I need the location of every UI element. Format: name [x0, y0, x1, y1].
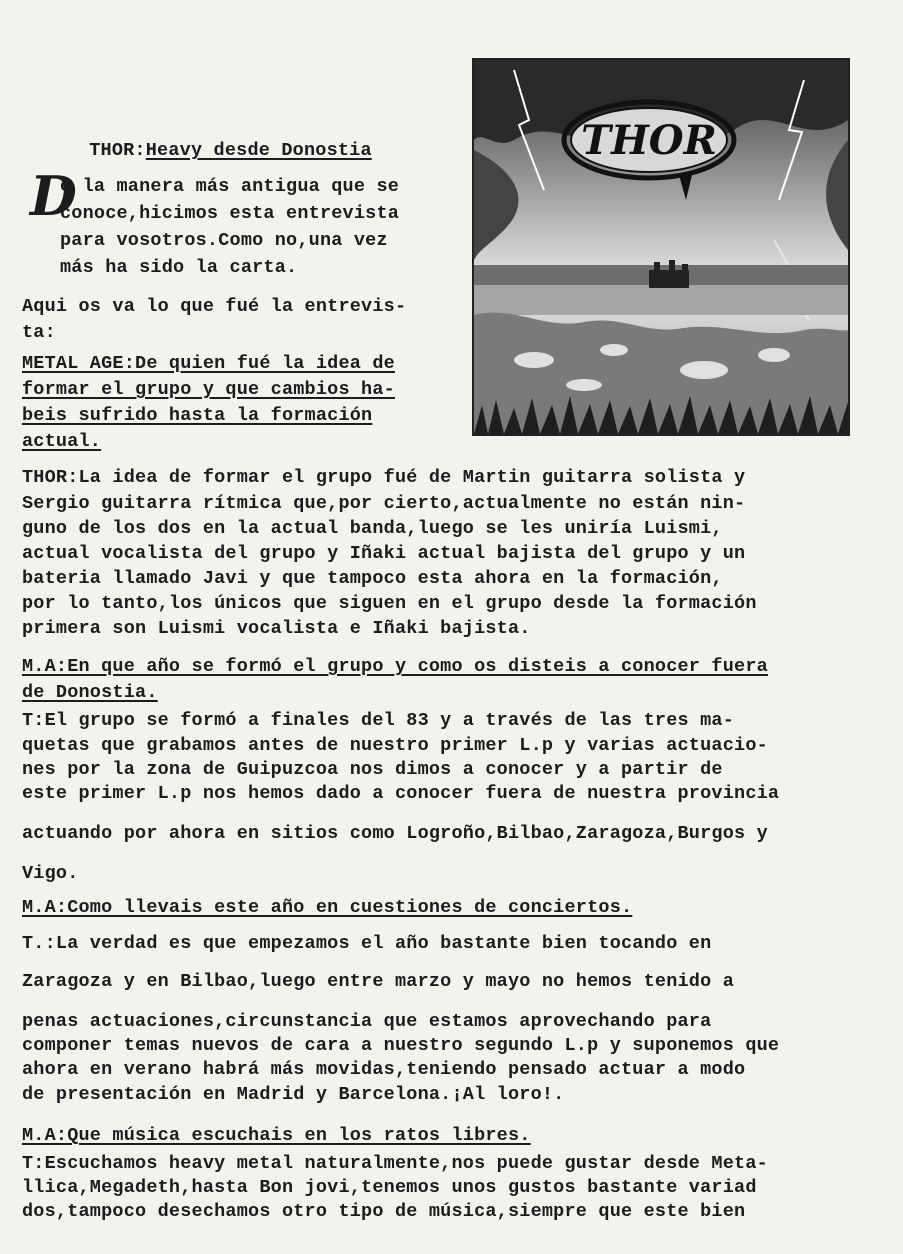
answer-line: THOR:La idea de formar el grupo fué de Martin guitarra solista y [22, 467, 746, 488]
article-title [44, 118, 372, 184]
answer-line: de presentación en Madrid y Barcelona.¡Al loro!. [22, 1084, 565, 1105]
question-line: M.A:Que música escuchais en los ratos libres. [22, 1125, 531, 1146]
intro-line: e la manera más antigua que se [60, 176, 400, 197]
answer-line: componer temas nuevos de cara a nuestro segundo L.p y suponemos que [22, 1035, 780, 1056]
article-title-text: Heavy desde Donostia [145, 140, 372, 161]
intro-drop-cap: D [30, 164, 77, 228]
answer-line: actual vocalista del grupo y Iñaki actual bajista del grupo y un [22, 543, 746, 564]
answer-line: ahora en verano habrá más movidas,teniendo pensado actuar a modo [22, 1059, 746, 1080]
answer-line: por lo tanto,los únicos que siguen en el grupo desde la formación [22, 593, 757, 614]
lead-line: ta: [22, 322, 56, 343]
intro-line: conoce,hicimos esta entrevista [60, 203, 400, 224]
answer-line: T.:La verdad es que empezamos el año bastante bien tocando en [22, 933, 712, 954]
question-line: METAL AGE:De quien fué la idea de [22, 353, 395, 374]
answer-line: llica,Megadeth,hasta Bon jovi,tenemos unos gustos bastante variad [22, 1177, 757, 1198]
answer-line: este primer L.p nos hemos dado a conocer fuera de nuestra provincia [22, 783, 780, 804]
question-line: M.A:En que año se formó el grupo y como os disteis a conocer fuera [22, 656, 768, 677]
answer-line: T:Escuchamos heavy metal naturalmente,nos puede gustar desde Meta- [22, 1153, 768, 1174]
answer-line: T:El grupo se formó a finales del 83 y a través de las tres ma- [22, 710, 735, 731]
intro-line: más ha sido la carta. [60, 257, 298, 278]
article-title-prefix: THOR: [89, 140, 146, 161]
answer-line: bateria llamado Javi y que tampoco esta ahora en la formación, [22, 568, 723, 589]
answer-line: Vigo. [22, 863, 79, 884]
question-line: beis sufrido hasta la formación [22, 405, 373, 426]
answer-line: nes por la zona de Guipuzcoa nos dimos a conocer y a partir de [22, 759, 723, 780]
album-cover-image [472, 58, 850, 436]
question-line: formar el grupo y que cambios ha- [22, 379, 395, 400]
answer-line: dos,tampoco desechamos otro tipo de música,siempre que este bien [22, 1201, 746, 1222]
answer-line: quetas que grabamos antes de nuestro primer L.p y varias actuacio- [22, 735, 768, 756]
intro-line: para vosotros.Como no,una vez [60, 230, 388, 251]
answer-line: penas actuaciones,circunstancia que estamos aprovechando para [22, 1011, 712, 1032]
question-line: de Donostia. [22, 682, 158, 703]
logo-text: THOR [581, 117, 717, 164]
lead-line: Aqui os va lo que fué la entrevis- [22, 296, 407, 317]
question-line: M.A:Como llevais este año en cuestiones de conciertos. [22, 897, 633, 918]
album-cover-art [474, 60, 848, 434]
answer-line: primera son Luismi vocalista e Iñaki bajista. [22, 618, 531, 639]
answer-line: actuando por ahora en sitios como Logroño,Bilbao,Zaragoza,Burgos y [22, 823, 768, 844]
answer-line: Zaragoza y en Bilbao,luego entre marzo y mayo no hemos tenido a [22, 971, 735, 992]
question-line: actual. [22, 431, 102, 452]
answer-line: Sergio guitarra rítmica que,por cierto,actualmente no están nin- [22, 493, 746, 514]
answer-line: guno de los dos en la actual banda,luego se les uniría Luismi, [22, 518, 723, 539]
